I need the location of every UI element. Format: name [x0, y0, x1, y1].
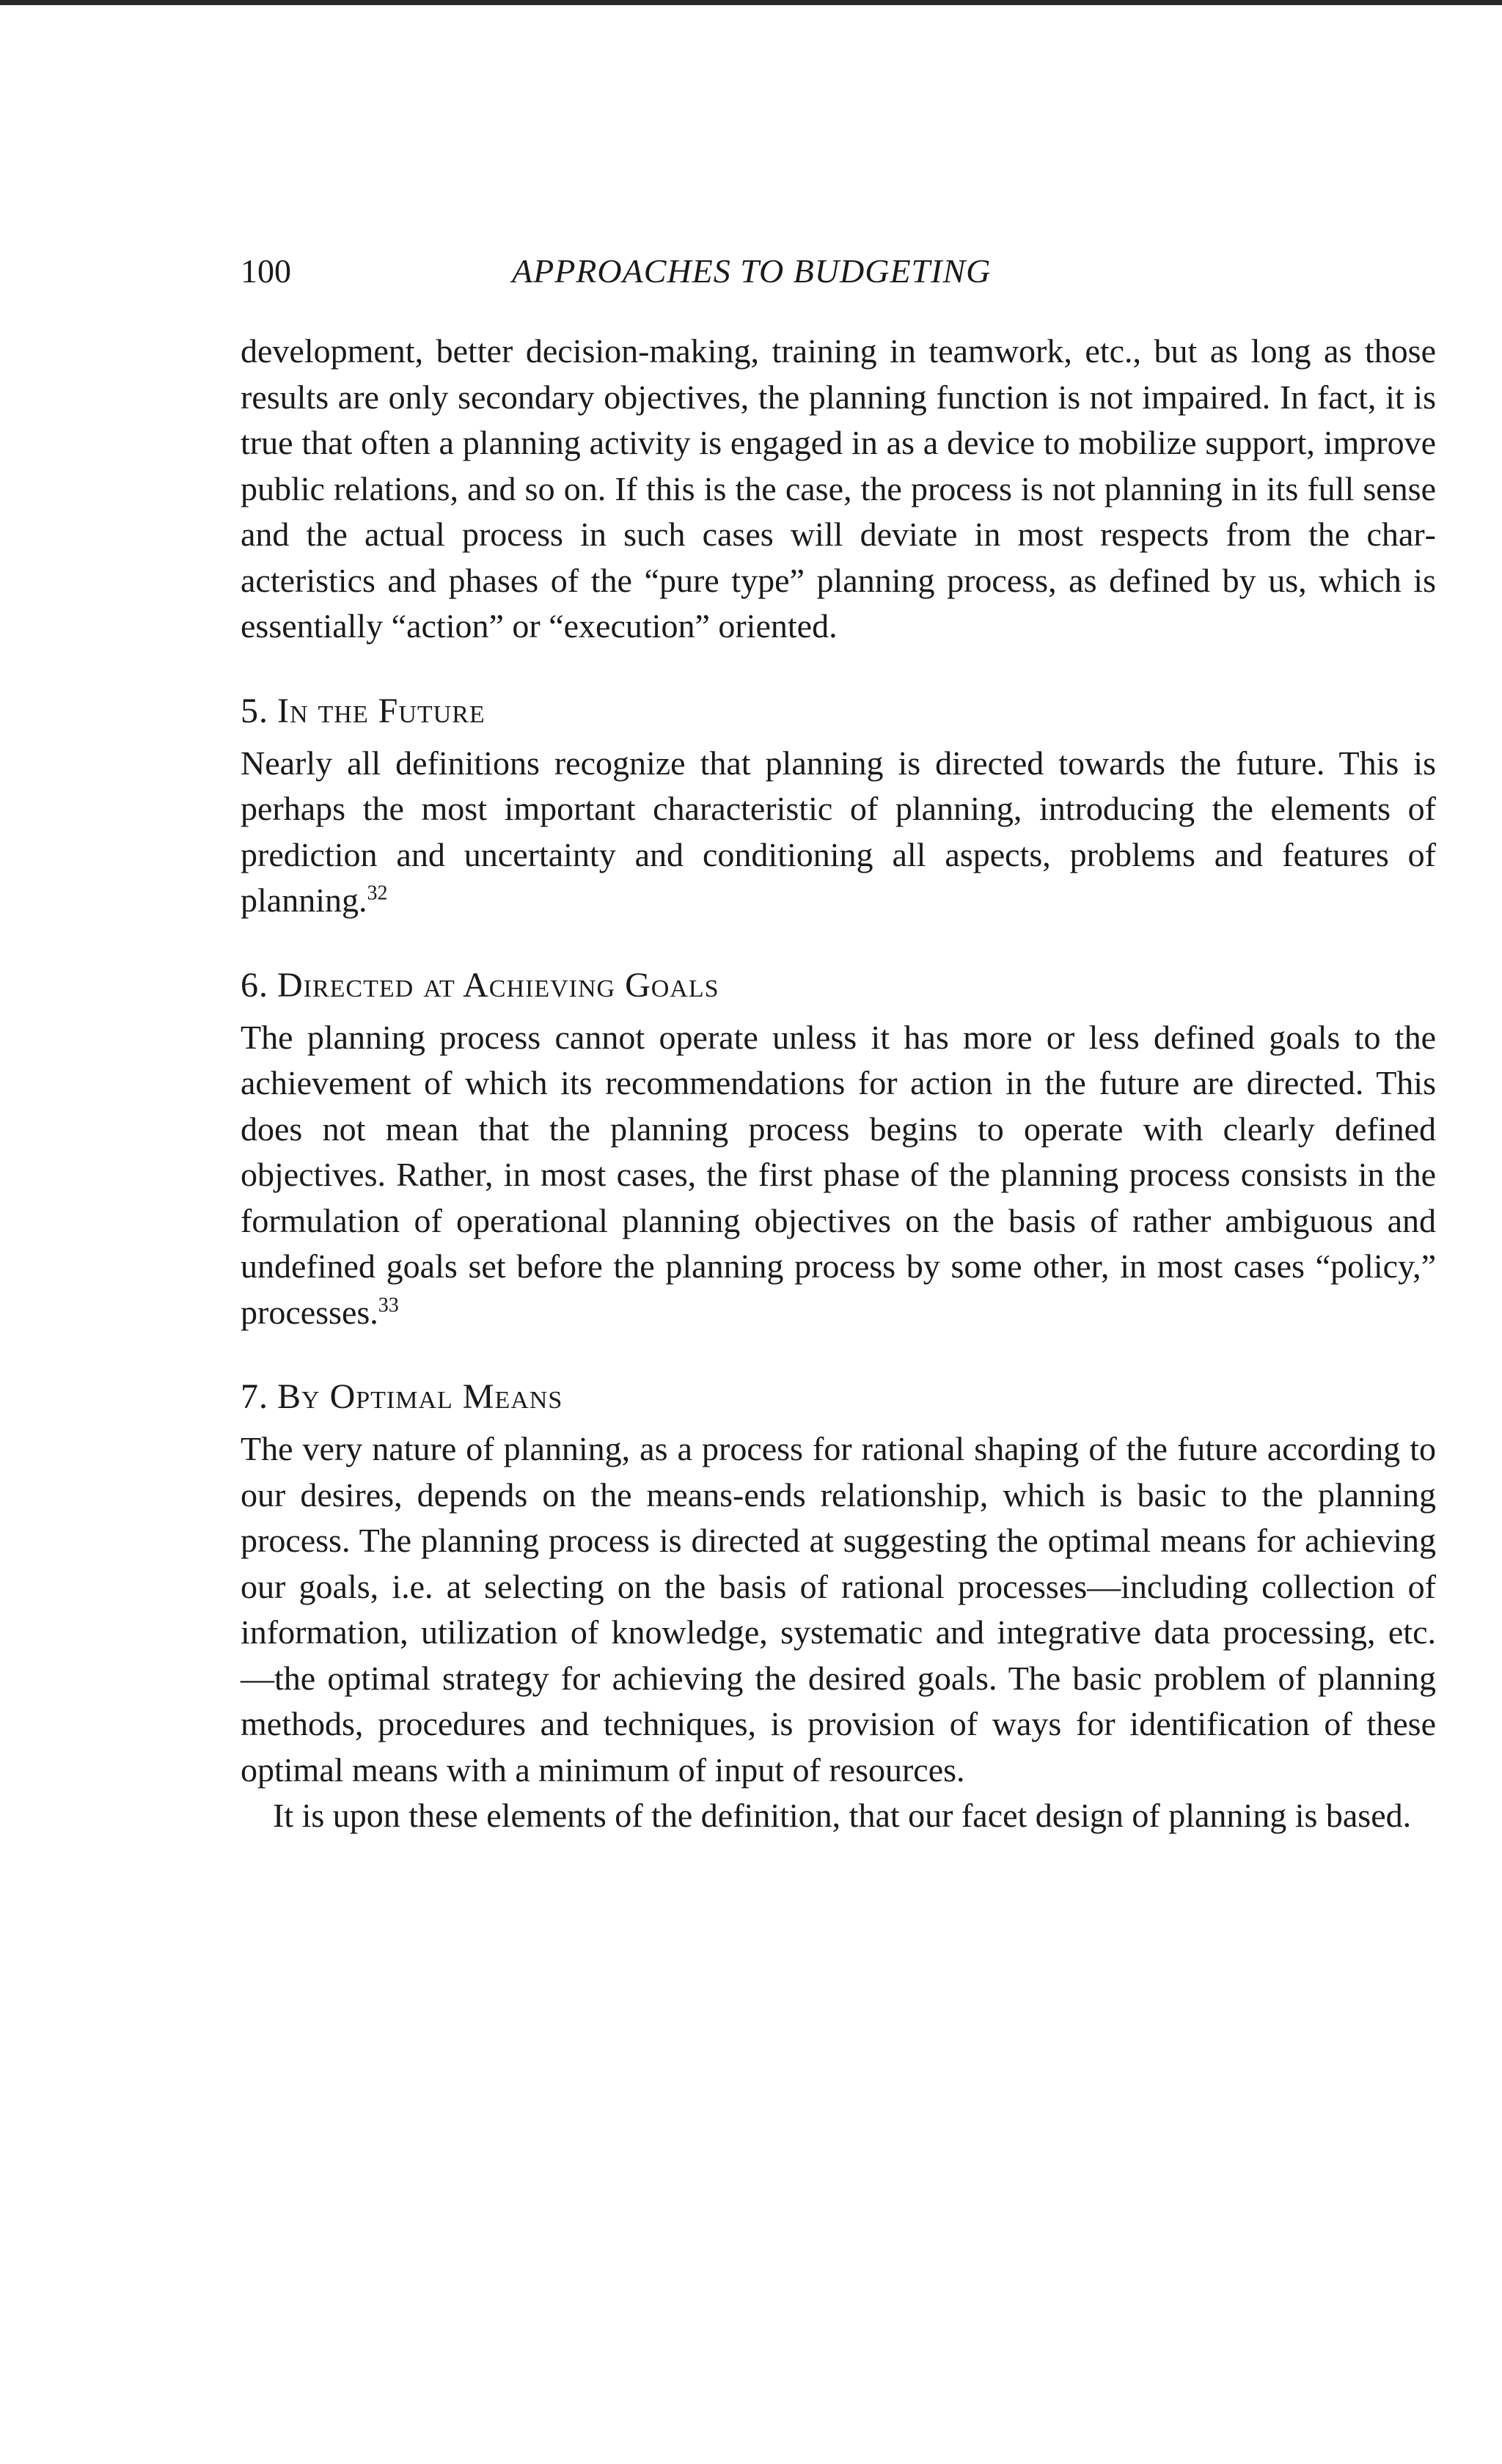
- section-7-paragraph: The very nature of planning, as a process for rational shaping of the future according to our desires, depends on the means-ends relationship, which is basic to the planning process. The planning process is directed at suggesting the optimal means for achieving our goals, i.e. at selecting on the basis of rational processes—including collection of information, utilization of knowledge, systematic and integrative data processing, etc. —the optimal strategy for achieving the desired goals. The basic problem of planning methods, procedures and techniques, is provision of ways for identification of these optimal means with a minimum of input of resources.: [241, 1430, 1436, 1789]
- book-page: [241, 242, 1436, 1839]
- footnote-marker-33: 33: [378, 1294, 399, 1317]
- top-border-rule: [0, 0, 1502, 5]
- section-number: 7.: [241, 1377, 268, 1416]
- section-number: 6.: [241, 965, 268, 1005]
- section-title: Directed at Achieving Goals: [277, 965, 719, 1005]
- section-6-paragraph: [241, 1015, 1436, 1336]
- section-heading-6: [241, 959, 1436, 1012]
- section-5-paragraph: [241, 741, 1436, 924]
- page-number: 100: [241, 252, 291, 290]
- section-6-text: The planning process cannot operate unless it has more or less defined goals to the achievement of which its recommendations for action in the future are directed. This does not mean that the planning process begins to operate with clearly defined objectives. Rather, in most cases, the first phase of the planning process consists in the formulation of operational planning objectives on the basis of rather ambiguous and undefined goals set before the planning process by some other, in most cases “policy,” processes.: [241, 1018, 1436, 1331]
- intro-paragraph: development, better decision-making, training in teamwork, etc., but as long as those results are only secondary objectives, the planning function is not impaired. In fact, it is true that often a planning activity is engaged in as a device to mobilize support, improve public relations, and so on. If this is the case, the process is not planning in its full sense and the actual process in such cases will deviate in most respects from the characteristics and phases of the “pure type” planning process, as defined by us, which is essentially “action” or “execution” oriented.: [241, 332, 1436, 645]
- section-heading-5: [241, 685, 1436, 738]
- closing-paragraph: It is upon these elements of the definition, that our facet design of planning is based.: [273, 1797, 1412, 1834]
- section-title: In the Future: [277, 691, 486, 730]
- section-heading-7: [241, 1371, 1436, 1423]
- section-5-text: Nearly all definitions recognize that planning is directed towards the future. This is perhaps the most important characteristic of planning, introducing the elements of prediction and uncertainty and conditioning all aspects, problems and features of planning.: [241, 744, 1436, 919]
- running-title: APPROACHES TO BUDGETING: [512, 252, 992, 290]
- running-head: [241, 242, 1436, 301]
- section-number: 5.: [241, 691, 268, 730]
- footnote-marker-32: 32: [367, 881, 388, 905]
- section-title: By Optimal Means: [277, 1377, 563, 1416]
